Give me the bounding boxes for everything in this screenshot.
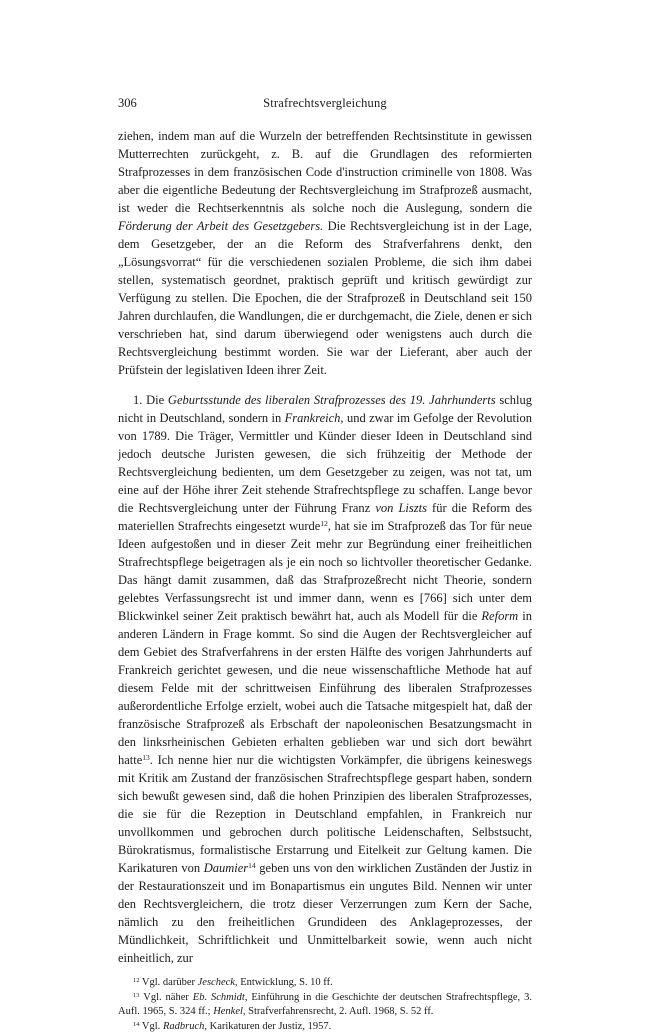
text-run: Vgl. darüber bbox=[139, 977, 198, 988]
text-run: Einführung in die Geschichte der deutschen Strafrechtspflege, 3. Aufl. 1965, S. 324 ff.; bbox=[118, 991, 532, 1018]
text-run: Vgl. näher bbox=[139, 991, 193, 1003]
footnote-14 bbox=[118, 1020, 532, 1034]
footnote-ref: 14 bbox=[248, 861, 256, 870]
text-run: ziehen, indem man auf die Wurzeln der betreffenden Rechtsinstitute in gewissen Mutterrechten zurückgeht, z. B. auf die Grundlagen des reformierten Strafprozesses in dem französischen Code d'instruction criminelle von 1808. Was aber die eigentliche Bedeutung der Rechtsvergleichung im Strafprozeß ausmacht, ist weder die Rechtserkenntnis als solche noch die Auslegung, sondern die bbox=[118, 129, 532, 215]
footnote-12 bbox=[118, 976, 532, 991]
emphasis: Förderung der Arbeit des Gesetzgebers. bbox=[118, 219, 324, 233]
paragraph-1 bbox=[118, 127, 532, 379]
text-run: in anderen Ländern in Frage kommt. So sind die Augen der Rechtsvergleicher auf dem Gebiet des Strafverfahrens in der ersten Hälfte des vorigen Jahrhunderts auf Frankreich gerichtet gewesen, und die neue wissenschaftliche Methode hat auf diesem Felde mit der schrittweisen Einführung des liberalen Strafprozesses außerordentliche Erfolge erzielt, wobei auch die Tatsache mitgespielt hat, daß der französische Strafprozeß als Erbschaft der napoleonischen Besatzungsmacht in den linksrheinischen Gebieten erhalten geblieben war und sich dort bewährt hatte bbox=[118, 609, 532, 767]
footnote-number: 12 bbox=[133, 977, 140, 984]
emphasis: Jescheck, bbox=[197, 977, 238, 988]
emphasis: Geburtsstunde des liberalen Strafprozesses des 19. Jahrhunderts bbox=[167, 393, 496, 407]
footnote-13 bbox=[118, 991, 532, 1020]
emphasis: Radbruch, bbox=[162, 1020, 207, 1032]
text-run: Die Rechtsvergleichung ist in der Lage, dem Gesetzgeber, der an die Reform des Strafverfahrens denkt, den „Lösungsvorrat“ für die verschiedenen sozialen Probleme, die sich ihm dabei stellen, systematisch geordnet, praktisch geprüft und kritisch gewürdigt zur Verfügung zu stellen. Die Epochen, die der Strafprozeß in Deutschland seit 150 Jahren durchlaufen, die Wandlungen, die er durchgemacht, die Ziele, denen er sich verschrieben hat, sind darum überwiegend oder wenigstens auch durch die Rechtsvergleichung bestimmt worden. Sie war der Lieferant, aber auch der Prüfstein der legislativen Ideen ihrer Zeit. bbox=[118, 219, 532, 377]
footnotes bbox=[118, 976, 532, 1034]
text-run: Vgl. bbox=[139, 1020, 163, 1032]
footnote-number: 14 bbox=[133, 1020, 140, 1028]
page-body bbox=[118, 127, 532, 1034]
text-run: 1. Die bbox=[133, 393, 168, 407]
text-run: und zwar im Gefolge der Revolution von 1789. Die Träger, Vermittler und Künder dieser Ideen in Deutschland sind jedoch deutsche Juristen gewesen, die sich frühzeitig der Methode der Rechtsvergleichung bedienten, um dem Gesetzgeber zu zeigen, was not tat, um eine auf der Höhe ihrer Zeit stehende Strafrechtspflege zu schaffen. Lange bevor die Rechtsvergleichung unter der Führung Franz bbox=[118, 411, 532, 515]
emphasis: Eb. Schmidt, bbox=[192, 991, 248, 1003]
text-run: für die Reform des materiellen Strafrechts eingesetzt wurde bbox=[118, 501, 532, 533]
running-title: Strafrechtsvergleichung bbox=[263, 96, 387, 110]
page-header bbox=[118, 96, 532, 112]
text-run: Karikaturen der Justiz, 1957. bbox=[206, 1020, 332, 1032]
text-run: geben uns von den wirklichen Zuständen der Justiz in der Restaurationszeit und im Bonapartismus ein ungutes Bild. Nennen wir unter den Rechtsvergleichern, die trotz dieser Verzerrungen zum Kern der Sache, nämlich zu den freiheitlichen Grundideen des Anklageprozesses, der Mündlichkeit, Schriftlichkeit und Unmittelbarkeit sowie, wenn auch nicht einheitlich, zur bbox=[118, 861, 532, 965]
emphasis: Frankreich, bbox=[284, 411, 344, 425]
footnote-number: 13 bbox=[133, 991, 140, 999]
footnote-ref: 13 bbox=[142, 753, 150, 762]
text-run: schlug nicht in Deutschland, sondern in bbox=[118, 393, 532, 425]
emphasis: Reform bbox=[481, 609, 519, 623]
text-run: , hat sie im Strafprozeß das Tor für neue Ideen aufgestoßen und in dieser Zeit mehr zur Begründung einer freiheitlichen Strafrechtspflege beigetragen als je ein noch so lichtvoller theoretischer Gedanke. Das hängt damit zusammen, daß das Strafprozeßrecht nicht Theorie, sondern gelebtes Verfassungsrecht ist und immer dann, wenn es [766] sich unter dem Blickwinkel seiner Zeit praktisch bewährt hat, auch als Modell für die bbox=[118, 519, 532, 623]
footnote-ref: 12 bbox=[320, 519, 328, 528]
emphasis: von Liszts bbox=[375, 501, 427, 515]
paragraph-2 bbox=[118, 391, 532, 967]
emphasis: Henkel, bbox=[213, 1006, 246, 1018]
emphasis: Daumier bbox=[203, 861, 249, 875]
text-run: Entwicklung, S. 10 ff. bbox=[237, 977, 333, 988]
page-number: 306 bbox=[118, 96, 137, 110]
text-run: Strafverfahrensrecht, 2. Aufl. 1968, S. 52 ff. bbox=[245, 1006, 434, 1018]
text-run: . Ich nenne hier nur die wichtigsten Vorkämpfer, die übrigens keineswegs mit Kritik am Zustand der französischen Strafrechtspflege gespart haben, sondern sich bewußt gewesen sind, daß die hohen Prinzipien des liberalen Strafprozesses, die sie für die Rezeption in Deutschland empfahlen, in Frankreich nur unvollkommen und gebrochen durch politische Leidenschaften, Selbstsucht, Bürokratismus, formalistische Erstarrung und Eitelkeit zur Geltung kamen. Die Karikaturen von bbox=[118, 753, 532, 875]
